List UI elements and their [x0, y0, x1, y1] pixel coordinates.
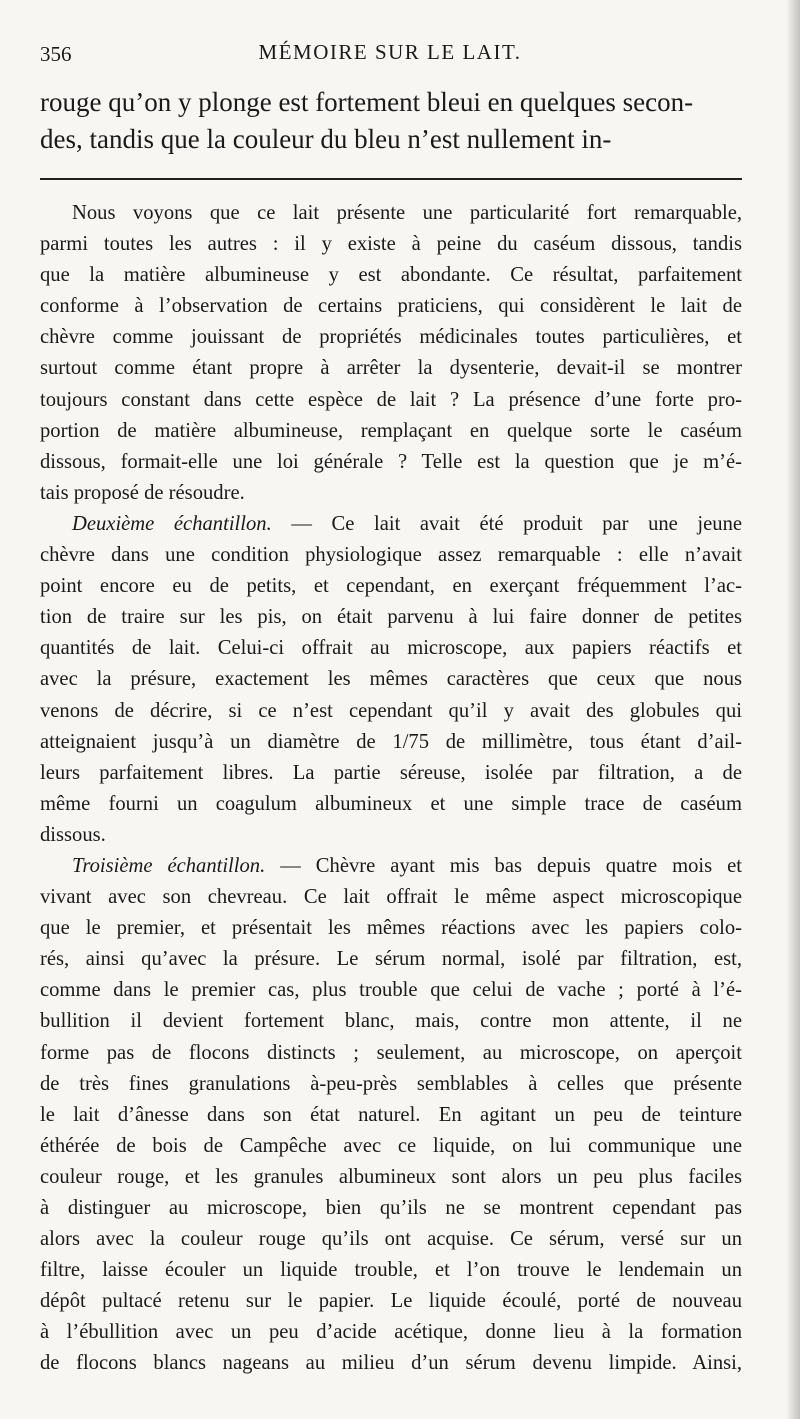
text-line: chèvre comme jouissant de propriétés médicinales toutes particulières, et [40, 326, 742, 349]
text-line: toujours constant dans cette espèce de lait ? La présence d’une forte pro- [40, 388, 742, 411]
running-title: MÉMOIRE SUR LE LAIT. [258, 40, 522, 64]
text-line: filtre, laisse écouler un liquide trouble, et l’on trouve le lendemain un [40, 1259, 742, 1282]
paragraph-2 [40, 509, 742, 851]
text-line: portion de matière albumineuse, remplaçant en quelque sorte le caséum [40, 419, 742, 442]
page-number: 356 [40, 42, 72, 66]
text-line: à distinguer au microscope, bien qu’ils ne se montrent cependant pas [40, 1197, 742, 1219]
text-line: que la matière albumineuse y est abondante. Ce résultat, parfaitement [40, 264, 742, 287]
text-line: avec la présure, exactement les mêmes caractères que ceux que nous [40, 668, 742, 691]
text-line: atteignaient jusqu’à un diamètre de 1/75 de millimètre, tous étant d’ail- [40, 730, 742, 753]
text-line: rés, ainsi qu’avec la présure. Le sérum normal, isolé par filtration, est, [40, 948, 742, 971]
text-line: bullition il devient fortement blanc, mais, contre mon attente, il ne [40, 1010, 742, 1033]
text-line: dépôt pultacé retenu sur le papier. Le liquide écoulé, porté de nouveau [40, 1290, 742, 1313]
text-line: vivant avec son chevreau. Ce lait offrait le même aspect microscopique [40, 886, 742, 909]
text-line: même fourni un coagulum albumineux et une simple trace de caséum [40, 792, 742, 815]
continued-text-line: des, tandis que la couleur du bleu n’est nullement in- [40, 124, 612, 154]
text-line: comme dans le premier cas, plus trouble que celui de vache ; porté à l’é- [40, 979, 742, 1002]
continued-text-block [40, 84, 742, 158]
text-line: chèvre dans une condition physiologique assez remarquable : elle n’avait [40, 544, 742, 567]
text-line: quantités de lait. Celui-ci offrait au microscope, aux papiers réactifs et [40, 637, 742, 660]
continued-text-line: rouge qu’on y plonge est fortement bleui en quelques secon- [40, 87, 694, 117]
text-line [40, 509, 742, 540]
text-line: point encore eu de petits, et cependant, en exerçant fréquemment l’ac- [40, 575, 742, 598]
text-line: surtout comme étant propre à arrêter la dysenterie, devait-il se montrer [40, 357, 742, 380]
text-line: couleur rouge, et les granules albumineux sont alors un peu plus faciles [40, 1165, 742, 1188]
text-line: de très fines granulations à-peu-près semblables à celles que présente [40, 1072, 742, 1095]
text-line: dissous, formait-elle une loi générale ? Telle est la question que je m’é- [40, 450, 742, 473]
text-line: le lait d’ânesse dans son état naturel. En agitant un peu de teinture [40, 1103, 742, 1126]
page-header [40, 38, 740, 68]
paragraph-3 [40, 851, 742, 1380]
text-line: leurs parfaitement libres. La partie séreuse, isolée par filtration, a de [40, 761, 742, 784]
text-line-rest: — Ce lait avait été produit par une jeune [271, 512, 742, 535]
text-line: de flocons blancs nageans au milieu d’un sérum devenu limpide. Ainsi, [40, 1352, 742, 1375]
text-line: forme pas de flocons distincts ; seulement, au microscope, on aperçoit [40, 1041, 742, 1064]
text-line-rest: — Chèvre ayant mis bas depuis quatre mois et [280, 854, 742, 877]
text-line: tais proposé de résoudre. [40, 481, 245, 504]
text-line: Nous voyons que ce lait présente une particularité fort remarquable, [72, 202, 742, 224]
text-line: à l’ébullition avec un peu d’acide acétique, donne lieu à la formation [40, 1321, 742, 1344]
text-line: éthérée de bois de Campêche avec ce liquide, on lui communique une [40, 1134, 742, 1157]
page-edge-shadow [786, 0, 800, 1419]
paragraph-1 [40, 198, 742, 509]
text-line: conforme à l’observation de certains praticiens, qui considèrent le lait de [40, 295, 742, 318]
text-line: venons de décrire, si ce n’est cependant qu’il y avait des globules qui [40, 699, 742, 722]
body-text [40, 198, 742, 1380]
text-line: parmi toutes les autres : il y existe à peine du caséum dissous, tandis [40, 233, 742, 256]
text-line: dissous. [40, 823, 106, 846]
text-line: alors avec la couleur rouge qu’ils ont acquise. Ce sérum, versé sur un [40, 1228, 742, 1251]
text-line: tion de traire sur les pis, on était parvenu à lui faire donner de petites [40, 606, 742, 629]
text-line: que le premier, et présentait les mêmes réactions avec les papiers colo- [40, 917, 742, 940]
text-line [40, 851, 742, 882]
paragraph-lead: Troisième échantillon. [72, 854, 266, 877]
section-rule [40, 178, 742, 180]
paragraph-lead: Deuxième échantillon. [72, 512, 272, 535]
